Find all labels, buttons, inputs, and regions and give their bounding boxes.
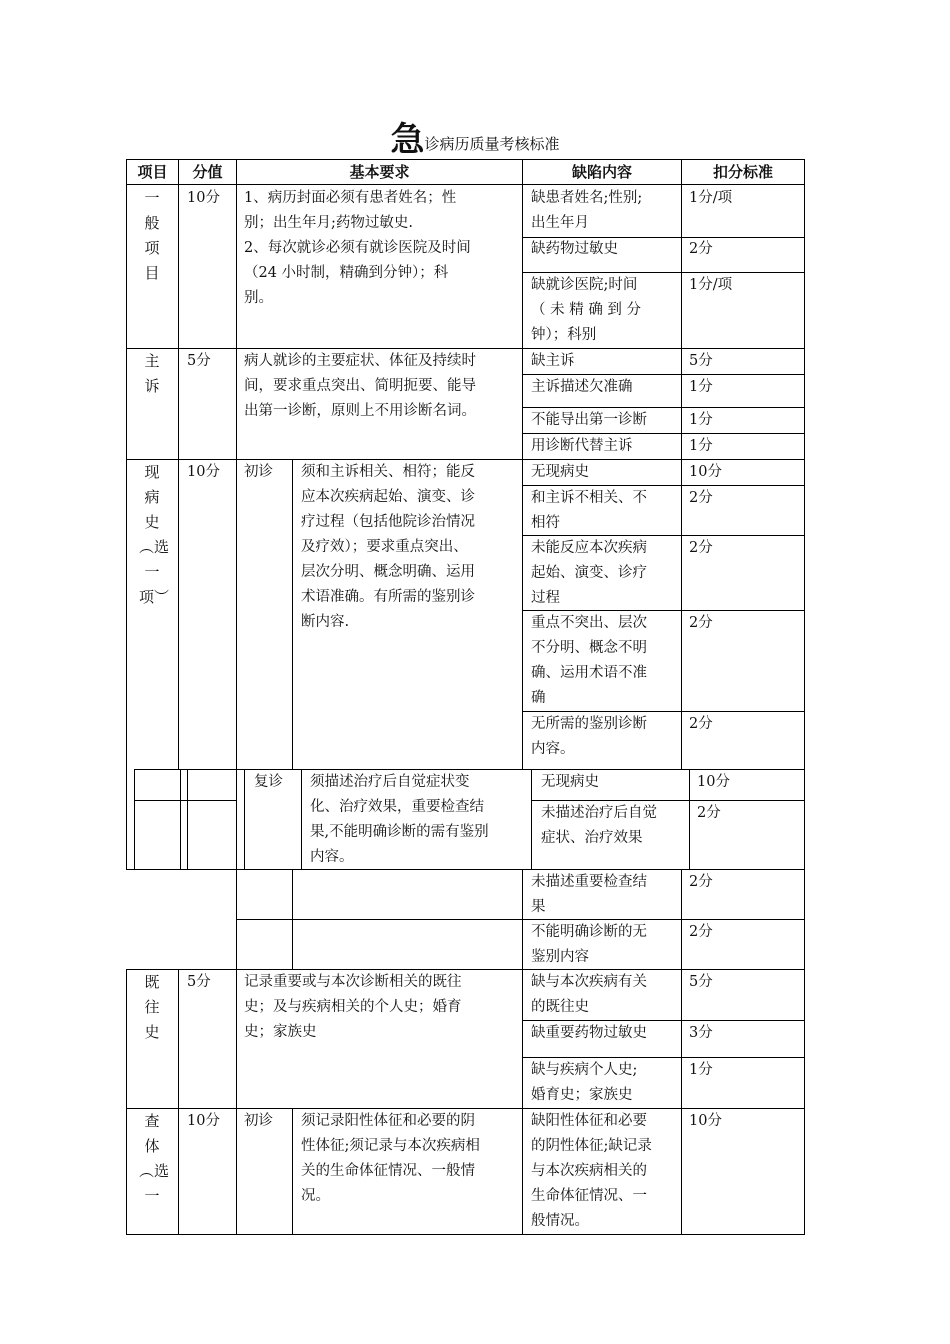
- header-item: 项目: [137, 163, 168, 181]
- defect-line: 出生年月: [531, 215, 589, 231]
- defect-line: （ 未 精 确 到 分: [531, 302, 642, 318]
- defect-line: 缺主诉: [531, 353, 575, 369]
- defect-line: 无现病史: [541, 774, 599, 790]
- item-past-history: 既往史: [144, 973, 160, 1041]
- deduct-value: 5分: [689, 974, 713, 990]
- item-complaint: 主诉: [144, 352, 160, 395]
- defect-line: 缺与本次疾病有关: [531, 974, 647, 990]
- req-present-line: 断内容.: [301, 614, 350, 630]
- req-past-line: 记录重要或与本次诊断相关的既往: [244, 974, 462, 990]
- defect-line: 用诊断代替主诉: [531, 438, 633, 454]
- defect-line: 主诉描述欠准确: [531, 379, 633, 395]
- req-followup-line: 内容。: [310, 849, 354, 865]
- defect-line: 和主诉不相关、不: [531, 490, 647, 506]
- defect-line: 缺阳性体征和必要: [531, 1113, 647, 1129]
- score-physical-exam: 10分: [187, 1113, 220, 1129]
- deduct-value: 10分: [697, 774, 730, 790]
- req-present-line: 须和主诉相关、相符；能反: [301, 464, 475, 480]
- title-rest: 诊病历质量考核标准: [424, 135, 560, 153]
- req-past-line: 史；及与疾病相关的个人史；婚育: [244, 999, 462, 1015]
- defect-line: 起始、演变、诊疗: [531, 565, 647, 581]
- deduct-value: 2分: [689, 874, 713, 890]
- defect-line: 无所需的鉴别诊断: [531, 716, 647, 732]
- deduct-value: 1分: [689, 438, 713, 454]
- header-defect: 缺陷内容: [571, 163, 632, 181]
- defect-line: 生命体征情况、一: [531, 1188, 647, 1204]
- deduct-value: 2分: [697, 805, 721, 821]
- header-deduction: 扣分标准: [712, 163, 773, 181]
- defect-line: 缺患者姓名;性别;: [531, 190, 643, 206]
- req-general-line: 别；出生年月;药物过敏史.: [244, 215, 413, 231]
- deduct-value: 1分/项: [689, 190, 733, 206]
- defect-line: 婚育史；家族史: [531, 1087, 633, 1103]
- deduct-value: 2分: [689, 716, 713, 732]
- defect-line: 未描述治疗后自觉: [541, 805, 657, 821]
- req-present-line: 层次分明、概念明确、运用: [301, 564, 475, 580]
- req-general-line: （24 小时制，精确到分钟）；科: [244, 265, 449, 281]
- req-exam-line: 关的生命体征情况、一般情: [301, 1163, 475, 1179]
- defect-line: 症状、治疗效果: [541, 830, 643, 846]
- deduct-value: 3分: [689, 1025, 713, 1041]
- req-exam-line: 须记录阳性体征和必要的阴: [301, 1113, 475, 1129]
- defect-line: 缺就诊医院;时间: [531, 277, 638, 293]
- req-complaint-line: 出第一诊断，原则上不用诊断名词。: [244, 403, 476, 419]
- defect-line: 与本次疾病相关的: [531, 1163, 647, 1179]
- item-present-illness: 现病史︵选一项︶: [139, 463, 170, 606]
- req-present-line: 术语准确。有所需的鉴别诊: [301, 589, 475, 605]
- title-big-char: 急: [390, 120, 425, 160]
- req-present-line: 及疗效）；要求重点突出、: [301, 539, 468, 555]
- defect-line: 的既往史: [531, 999, 589, 1015]
- score-past-history: 5分: [187, 974, 211, 990]
- deduct-value: 2分: [689, 490, 713, 506]
- defect-line: 缺与疾病个人史;: [531, 1062, 638, 1078]
- defect-line: 果: [531, 899, 546, 915]
- defect-line: 过程: [531, 590, 560, 606]
- deduct-value: 1分: [689, 1062, 713, 1078]
- deduct-value: 10分: [689, 1113, 722, 1129]
- req-followup-line: 果,不能明确诊断的需有鉴别: [310, 824, 489, 840]
- req-exam-line: 况。: [301, 1188, 330, 1204]
- defect-line: 不能明确诊断的无: [531, 924, 647, 940]
- deduct-value: 2分: [689, 540, 713, 556]
- req-followup-line: 化、治疗效果，重要检查结: [310, 799, 484, 815]
- deduct-value: 1分: [689, 379, 713, 395]
- req-exam-line: 性体征;须记录与本次疾病相: [301, 1138, 480, 1154]
- defect-line: 鉴别内容: [531, 949, 589, 965]
- exam-first-visit-label: 初诊: [244, 1113, 273, 1129]
- follow-up-label: 复诊: [254, 774, 283, 790]
- defect-line: 缺药物过敏史: [531, 241, 618, 257]
- defect-line: 不能导出第一诊断: [531, 412, 647, 428]
- deduct-value: 1分/项: [689, 277, 733, 293]
- req-present-line: 应本次疾病起始、演变、诊: [301, 489, 475, 505]
- deduct-value: 1分: [689, 412, 713, 428]
- header-score: 分值: [192, 163, 223, 181]
- defect-line: 内容。: [531, 741, 575, 757]
- defect-line: 的阴性体征;缺记录: [531, 1138, 652, 1154]
- defect-line: 无现病史: [531, 464, 589, 480]
- deduct-value: 2分: [689, 241, 713, 257]
- defect-line: 未描述重要检查结: [531, 874, 647, 890]
- req-complaint-line: 病人就诊的主要症状、体征及持续时: [244, 353, 476, 369]
- defect-line: 未能反应本次疾病: [531, 540, 647, 556]
- header-requirement: 基本要求: [349, 163, 410, 181]
- defect-line: 确、运用术语不准: [531, 665, 647, 681]
- req-followup-line: 须描述治疗后自觉症状变: [310, 774, 470, 790]
- score-complaint: 5分: [187, 353, 211, 369]
- req-general-line: 别。: [244, 290, 273, 306]
- defect-line: 确: [531, 690, 546, 706]
- defect-line: 钟）；科别: [531, 327, 597, 343]
- score-general: 10分: [187, 190, 220, 206]
- deduct-value: 5分: [689, 353, 713, 369]
- defect-line: 重点不突出、层次: [531, 615, 647, 631]
- item-physical-exam: 查体︵选一: [139, 1112, 170, 1205]
- first-visit-label: 初诊: [244, 464, 273, 480]
- req-past-line: 史；家族史: [244, 1024, 317, 1040]
- req-present-line: 疗过程（包括他院诊治情况: [301, 514, 475, 530]
- req-general-line: 1、病历封面必须有患者姓名；性: [244, 190, 457, 206]
- deduct-value: 10分: [689, 464, 722, 480]
- score-present-illness: 10分: [187, 464, 220, 480]
- req-general-line: 2、每次就诊必须有就诊医院及时间: [244, 240, 471, 256]
- defect-line: 缺重要药物过敏史: [531, 1025, 647, 1041]
- deduct-value: 2分: [689, 924, 713, 940]
- deduct-value: 2分: [689, 615, 713, 631]
- req-complaint-line: 间，要求重点突出、简明扼要、能导: [244, 378, 476, 394]
- defect-line: 不分明、概念不明: [531, 640, 647, 656]
- item-general: 一般项目: [144, 189, 160, 282]
- defect-line: 相符: [531, 515, 560, 531]
- defect-line: 般情况。: [531, 1213, 589, 1229]
